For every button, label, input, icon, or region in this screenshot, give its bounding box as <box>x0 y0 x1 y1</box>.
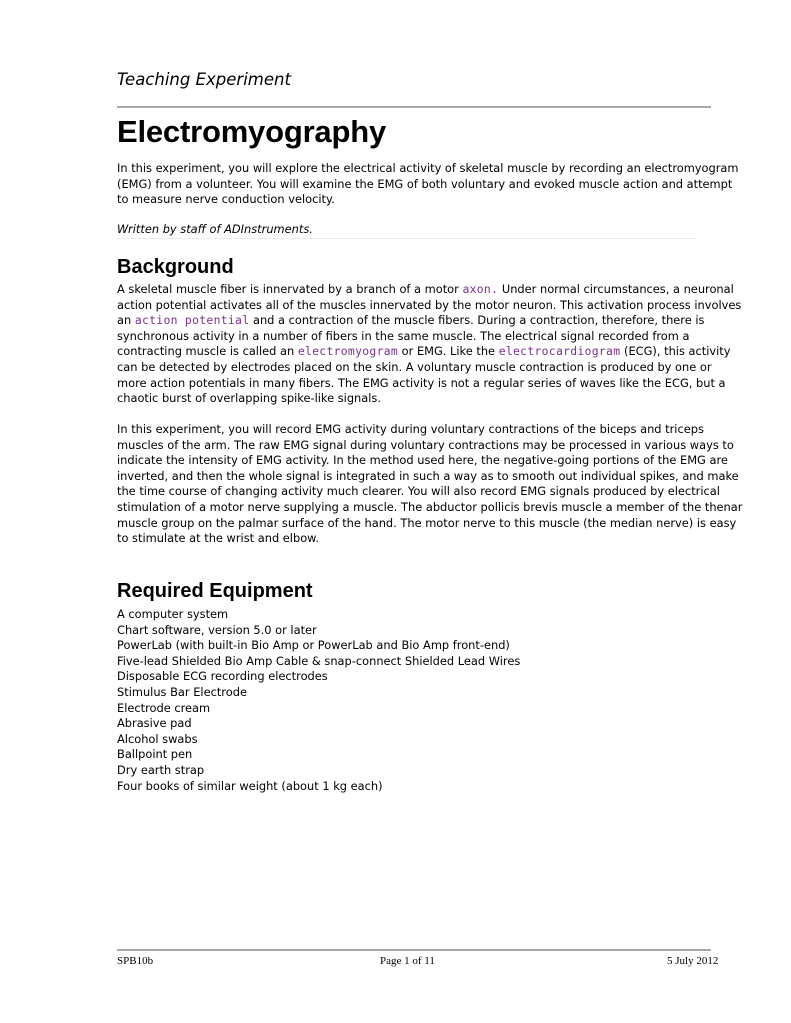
list-item: Ballpoint pen <box>117 747 193 762</box>
list-item: Chart software, version 5.0 or later <box>117 622 317 637</box>
equipment-list <box>117 607 520 794</box>
text-run: A skeletal muscle fiber is innervated by a branch of a motor <box>117 282 463 296</box>
glossary-link-axon[interactable]: axon. <box>462 282 499 296</box>
footer-doc-code: SPB10b <box>117 955 154 967</box>
page-title: Electromyography <box>117 114 386 149</box>
list-item: Stimulus Bar Electrode <box>117 684 247 699</box>
footer-page-number: Page 1 of 11 <box>380 955 435 967</box>
background-paragraph-2: In this experiment, you will record EMG activity during voluntary contractions of the biceps and triceps muscles of the arm. The raw EMG signal during voluntary contractions may be processed in various ways to indicate the intensity of EMG activity. In the method used here, the negative-going portions of the EMG are inverted, and then the whole signal is integrated in such a way as to smooth out individual spikes, and make the time course of changing activity much clearer. You will also record EMG signals produced by electrical stimulation of a motor nerve supplying a muscle. The abductor pollicis brevis muscle a member of the thenar muscle group on the palmar surface of the hand. The motor nerve to this muscle (the median nerve) is easy to stimulate at the wrist and elbow. <box>117 422 743 546</box>
glossary-link-electromyogram[interactable]: electromyogram <box>297 344 399 359</box>
document-kicker: Teaching Experiment <box>117 70 291 89</box>
list-item: Alcohol swabs <box>117 731 198 746</box>
equipment-heading: Required Equipment <box>117 580 313 602</box>
list-item: PowerLab (with built-in Bio Amp or PowerLab and Bio Amp front-end) <box>117 638 510 653</box>
footer-divider <box>117 949 711 951</box>
list-item: Electrode cream <box>117 700 211 715</box>
text-run: Under normal circumstances, a neuronal action potential activates all of the muscles innervated by the motor neuron. This activation process involves an <box>117 282 742 328</box>
glossary-link-action-potential[interactable]: action potential <box>134 313 250 328</box>
text-run: or EMG. Like the <box>398 344 499 359</box>
footer-date: 5 July 2012 <box>667 955 719 967</box>
list-item: Disposable ECG recording electrodes <box>117 669 328 684</box>
top-divider <box>117 106 711 108</box>
intro-paragraph: In this experiment, you will explore the electrical activity of skeletal muscle by recording an electromyogram (EMG) from a volunteer. You will examine the EMG of both voluntary and evoked muscle action and attempt to measure nerve conduction velocity. <box>117 161 739 207</box>
byline: Written by staff of ADInstruments. <box>117 222 697 239</box>
text-run: (ECG), this activity can be detected by electrodes placed on the skin. A voluntary muscle contraction is produced by one or more action potentials in many fibers. The EMG activity is not a regular series of waves like the ECG, but a chaotic burst of overlapping spike-like signals. <box>117 344 731 406</box>
list-item: A computer system <box>117 607 229 621</box>
list-item: Abrasive pad <box>117 716 192 731</box>
background-paragraph-1 <box>117 282 743 407</box>
list-item: Five-lead Shielded Bio Amp Cable & snap-connect Shielded Lead Wires <box>117 653 521 668</box>
text-run: and a contraction of the muscle fibers. During a contraction, therefore, there is synchronous activity in a number of fibers in the same muscle. The electrical signal recorded from a contracting muscle is called an <box>117 313 705 359</box>
glossary-link-electrocardiogram[interactable]: electrocardiogram <box>498 344 621 359</box>
list-item: Dry earth strap <box>117 762 205 777</box>
background-heading: Background <box>117 256 234 278</box>
list-item: Four books of similar weight (about 1 kg each) <box>117 778 383 793</box>
